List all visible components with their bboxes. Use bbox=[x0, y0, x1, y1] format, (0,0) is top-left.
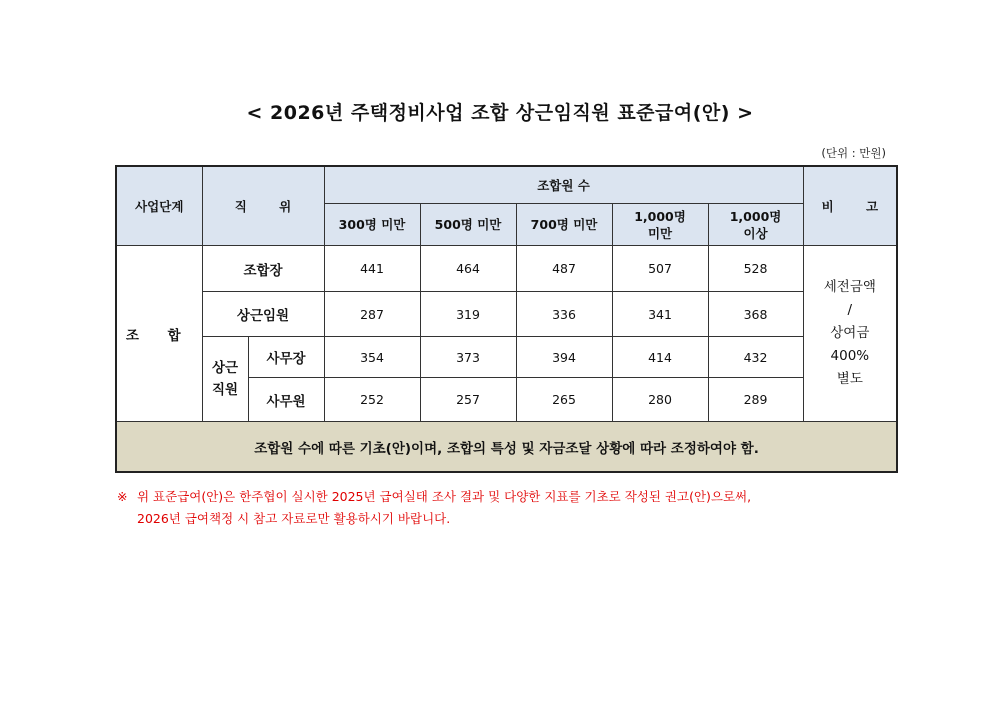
value-cell: 265 bbox=[516, 378, 612, 422]
value-cell: 487 bbox=[516, 246, 612, 292]
stage-cell: 조 합 bbox=[116, 246, 202, 422]
role-cell: 조합장 bbox=[202, 246, 324, 292]
value-cell: 507 bbox=[612, 246, 708, 292]
header-note: 비 고 bbox=[803, 166, 897, 246]
value-cell: 464 bbox=[420, 246, 516, 292]
table-row bbox=[116, 337, 897, 378]
header-col-500: 500명 미만 bbox=[420, 204, 516, 246]
document-title: < 2026년 주택정비사업 조합 상근임직원 표준급여(안) > bbox=[246, 102, 754, 124]
footnote bbox=[117, 486, 900, 530]
header-stage: 사업단계 bbox=[116, 166, 202, 246]
value-cell: 373 bbox=[420, 337, 516, 378]
reference-mark: ※ bbox=[117, 489, 128, 504]
header-col-300: 300명 미만 bbox=[324, 204, 420, 246]
header-members: 조합원 수 bbox=[324, 166, 803, 204]
value-cell: 528 bbox=[708, 246, 803, 292]
value-cell: 289 bbox=[708, 378, 803, 422]
value-cell: 394 bbox=[516, 337, 612, 378]
role-cell: 상근임원 bbox=[202, 292, 324, 337]
role-cell: 사무원 bbox=[248, 378, 324, 422]
footnote-line-1: 위 표준급여(안)은 한주협이 실시한 2025년 급여실태 조사 결과 및 다양한 지표를 기초로 작성된 권고(안)으로써, bbox=[137, 489, 752, 504]
role-cell: 사무장 bbox=[248, 337, 324, 378]
table-row bbox=[116, 292, 897, 337]
value-cell: 336 bbox=[516, 292, 612, 337]
note-cell: 세전금액 / 상여금 400% 별도 bbox=[803, 246, 897, 422]
value-cell: 354 bbox=[324, 337, 420, 378]
footnote-line-2: 2026년 급여책정 시 참고 자료로만 활용하시기 바랍니다. bbox=[137, 511, 451, 526]
value-cell: 341 bbox=[612, 292, 708, 337]
value-cell: 287 bbox=[324, 292, 420, 337]
value-cell: 257 bbox=[420, 378, 516, 422]
value-cell: 280 bbox=[612, 378, 708, 422]
salary-table bbox=[115, 165, 898, 473]
header-position: 직 위 bbox=[202, 166, 324, 246]
value-cell: 368 bbox=[708, 292, 803, 337]
unit-label: (단위 : 만원) bbox=[821, 146, 886, 160]
value-cell: 252 bbox=[324, 378, 420, 422]
value-cell: 414 bbox=[612, 337, 708, 378]
value-cell: 432 bbox=[708, 337, 803, 378]
table-footer: 조합원 수에 따른 기초(안)이며, 조합의 특성 및 자금조달 상황에 따라 조정하여야 함. bbox=[116, 422, 897, 473]
header-col-1000-over: 1,000명 이상 bbox=[708, 204, 803, 246]
table-row bbox=[116, 246, 897, 292]
value-cell: 441 bbox=[324, 246, 420, 292]
value-cell: 319 bbox=[420, 292, 516, 337]
header-col-1000-under: 1,000명 미만 bbox=[612, 204, 708, 246]
header-col-700: 700명 미만 bbox=[516, 204, 612, 246]
subgroup-cell: 상근 직원 bbox=[202, 337, 248, 422]
